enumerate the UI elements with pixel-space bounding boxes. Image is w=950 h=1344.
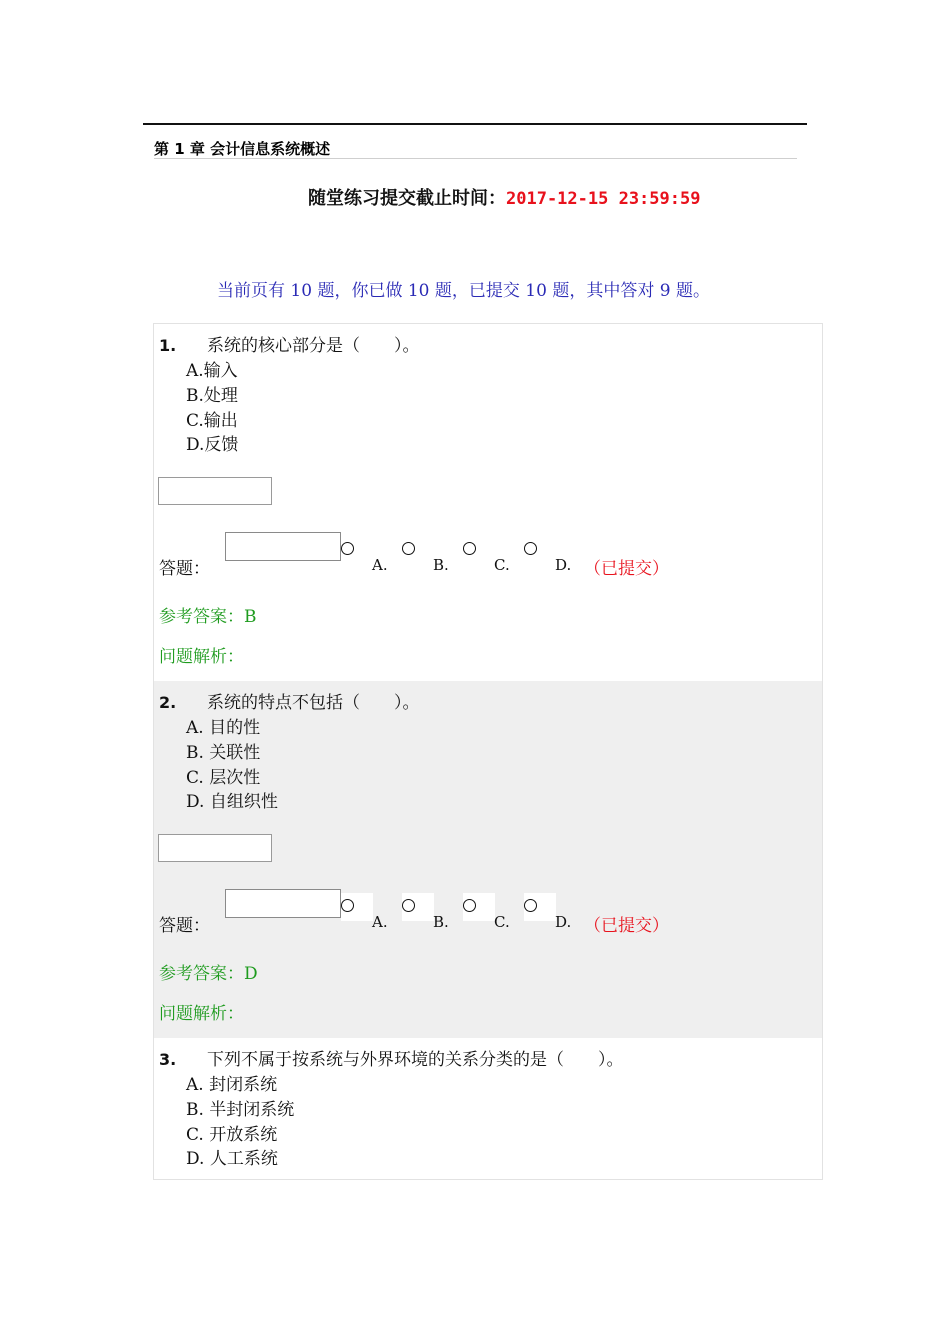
question-3: [154, 1038, 822, 1179]
submitted-status: （已提交）: [584, 559, 669, 579]
blank-input[interactable]: [158, 834, 272, 862]
deadline: [308, 184, 700, 210]
radio-c-label: C.: [494, 556, 510, 574]
option-a: A. 目的性: [186, 718, 261, 738]
radio-b-cell[interactable]: [402, 540, 434, 568]
radio-d-label: D.: [555, 913, 572, 931]
radio-a-cell[interactable]: [341, 893, 373, 921]
question-3-text-row: [159, 1045, 624, 1070]
answer-input[interactable]: [225, 889, 341, 918]
radio-a-label: A.: [372, 913, 388, 931]
radio-a[interactable]: [341, 542, 354, 555]
reference-answer: 参考答案：D: [159, 964, 258, 984]
question-1-text-row: [159, 331, 420, 356]
option-d: D. 自组织性: [186, 792, 278, 812]
analysis-label: 问题解析：: [159, 647, 244, 667]
deadline-label: 随堂练习提交截止时间：: [308, 188, 506, 209]
radio-c[interactable]: [463, 542, 476, 555]
radio-b-cell[interactable]: [402, 893, 434, 921]
question-2-text-row: [159, 688, 420, 713]
radio-b[interactable]: [402, 542, 415, 555]
radio-b-label: B.: [433, 556, 449, 574]
progress-summary: 当前页有 10 题，你已做 10 题，已提交 10 题，其中答对 9 题。: [217, 281, 710, 301]
radio-d[interactable]: [524, 542, 537, 555]
radio-b[interactable]: [402, 899, 415, 912]
radio-d-cell[interactable]: [524, 893, 556, 921]
radio-b-label: B.: [433, 913, 449, 931]
radio-d-cell[interactable]: [524, 540, 556, 568]
question-text: 下列不属于按系统与外界环境的关系分类的是（ ）。: [207, 1050, 624, 1070]
answer-input[interactable]: [225, 532, 341, 561]
answer-label: 答题：: [159, 916, 210, 936]
option-c: C. 层次性: [186, 768, 261, 788]
question-list: [153, 323, 823, 1180]
question-1: [154, 324, 822, 681]
question-number: 1.: [159, 336, 177, 355]
radio-c-cell[interactable]: [463, 893, 495, 921]
radio-d-label: D.: [555, 556, 572, 574]
radio-c[interactable]: [463, 899, 476, 912]
question-number: 3.: [159, 1050, 177, 1069]
radio-c-label: C.: [494, 913, 510, 931]
option-a: A.输入: [186, 361, 238, 381]
question-text: 系统的核心部分是（ ）。: [207, 336, 420, 356]
option-b: B. 关联性: [186, 743, 261, 763]
question-text: 系统的特点不包括（ ）。: [207, 693, 420, 713]
option-b: B.处理: [186, 386, 238, 406]
analysis-label: 问题解析：: [159, 1004, 244, 1024]
submitted-status: （已提交）: [584, 916, 669, 936]
question-number: 2.: [159, 693, 177, 712]
chapter-divider: [154, 158, 797, 159]
radio-d[interactable]: [524, 899, 537, 912]
question-2: [154, 681, 822, 1038]
option-c: C.输出: [186, 411, 238, 431]
radio-a[interactable]: [341, 899, 354, 912]
radio-a-label: A.: [372, 556, 388, 574]
option-b: B. 半封闭系统: [186, 1100, 295, 1120]
chapter-title: 第 1 章 会计信息系统概述: [154, 140, 331, 158]
reference-answer: 参考答案：B: [159, 607, 257, 627]
option-a: A. 封闭系统: [186, 1075, 278, 1095]
radio-c-cell[interactable]: [463, 540, 495, 568]
option-c: C. 开放系统: [186, 1125, 278, 1145]
deadline-datetime: 2017-12-15 23:59:59: [506, 189, 701, 209]
blank-input[interactable]: [158, 477, 272, 505]
option-d: D.反馈: [186, 435, 239, 455]
radio-a-cell[interactable]: [341, 540, 373, 568]
answer-label: 答题：: [159, 559, 210, 579]
option-d: D. 人工系统: [186, 1149, 278, 1169]
top-rule: [143, 123, 807, 125]
